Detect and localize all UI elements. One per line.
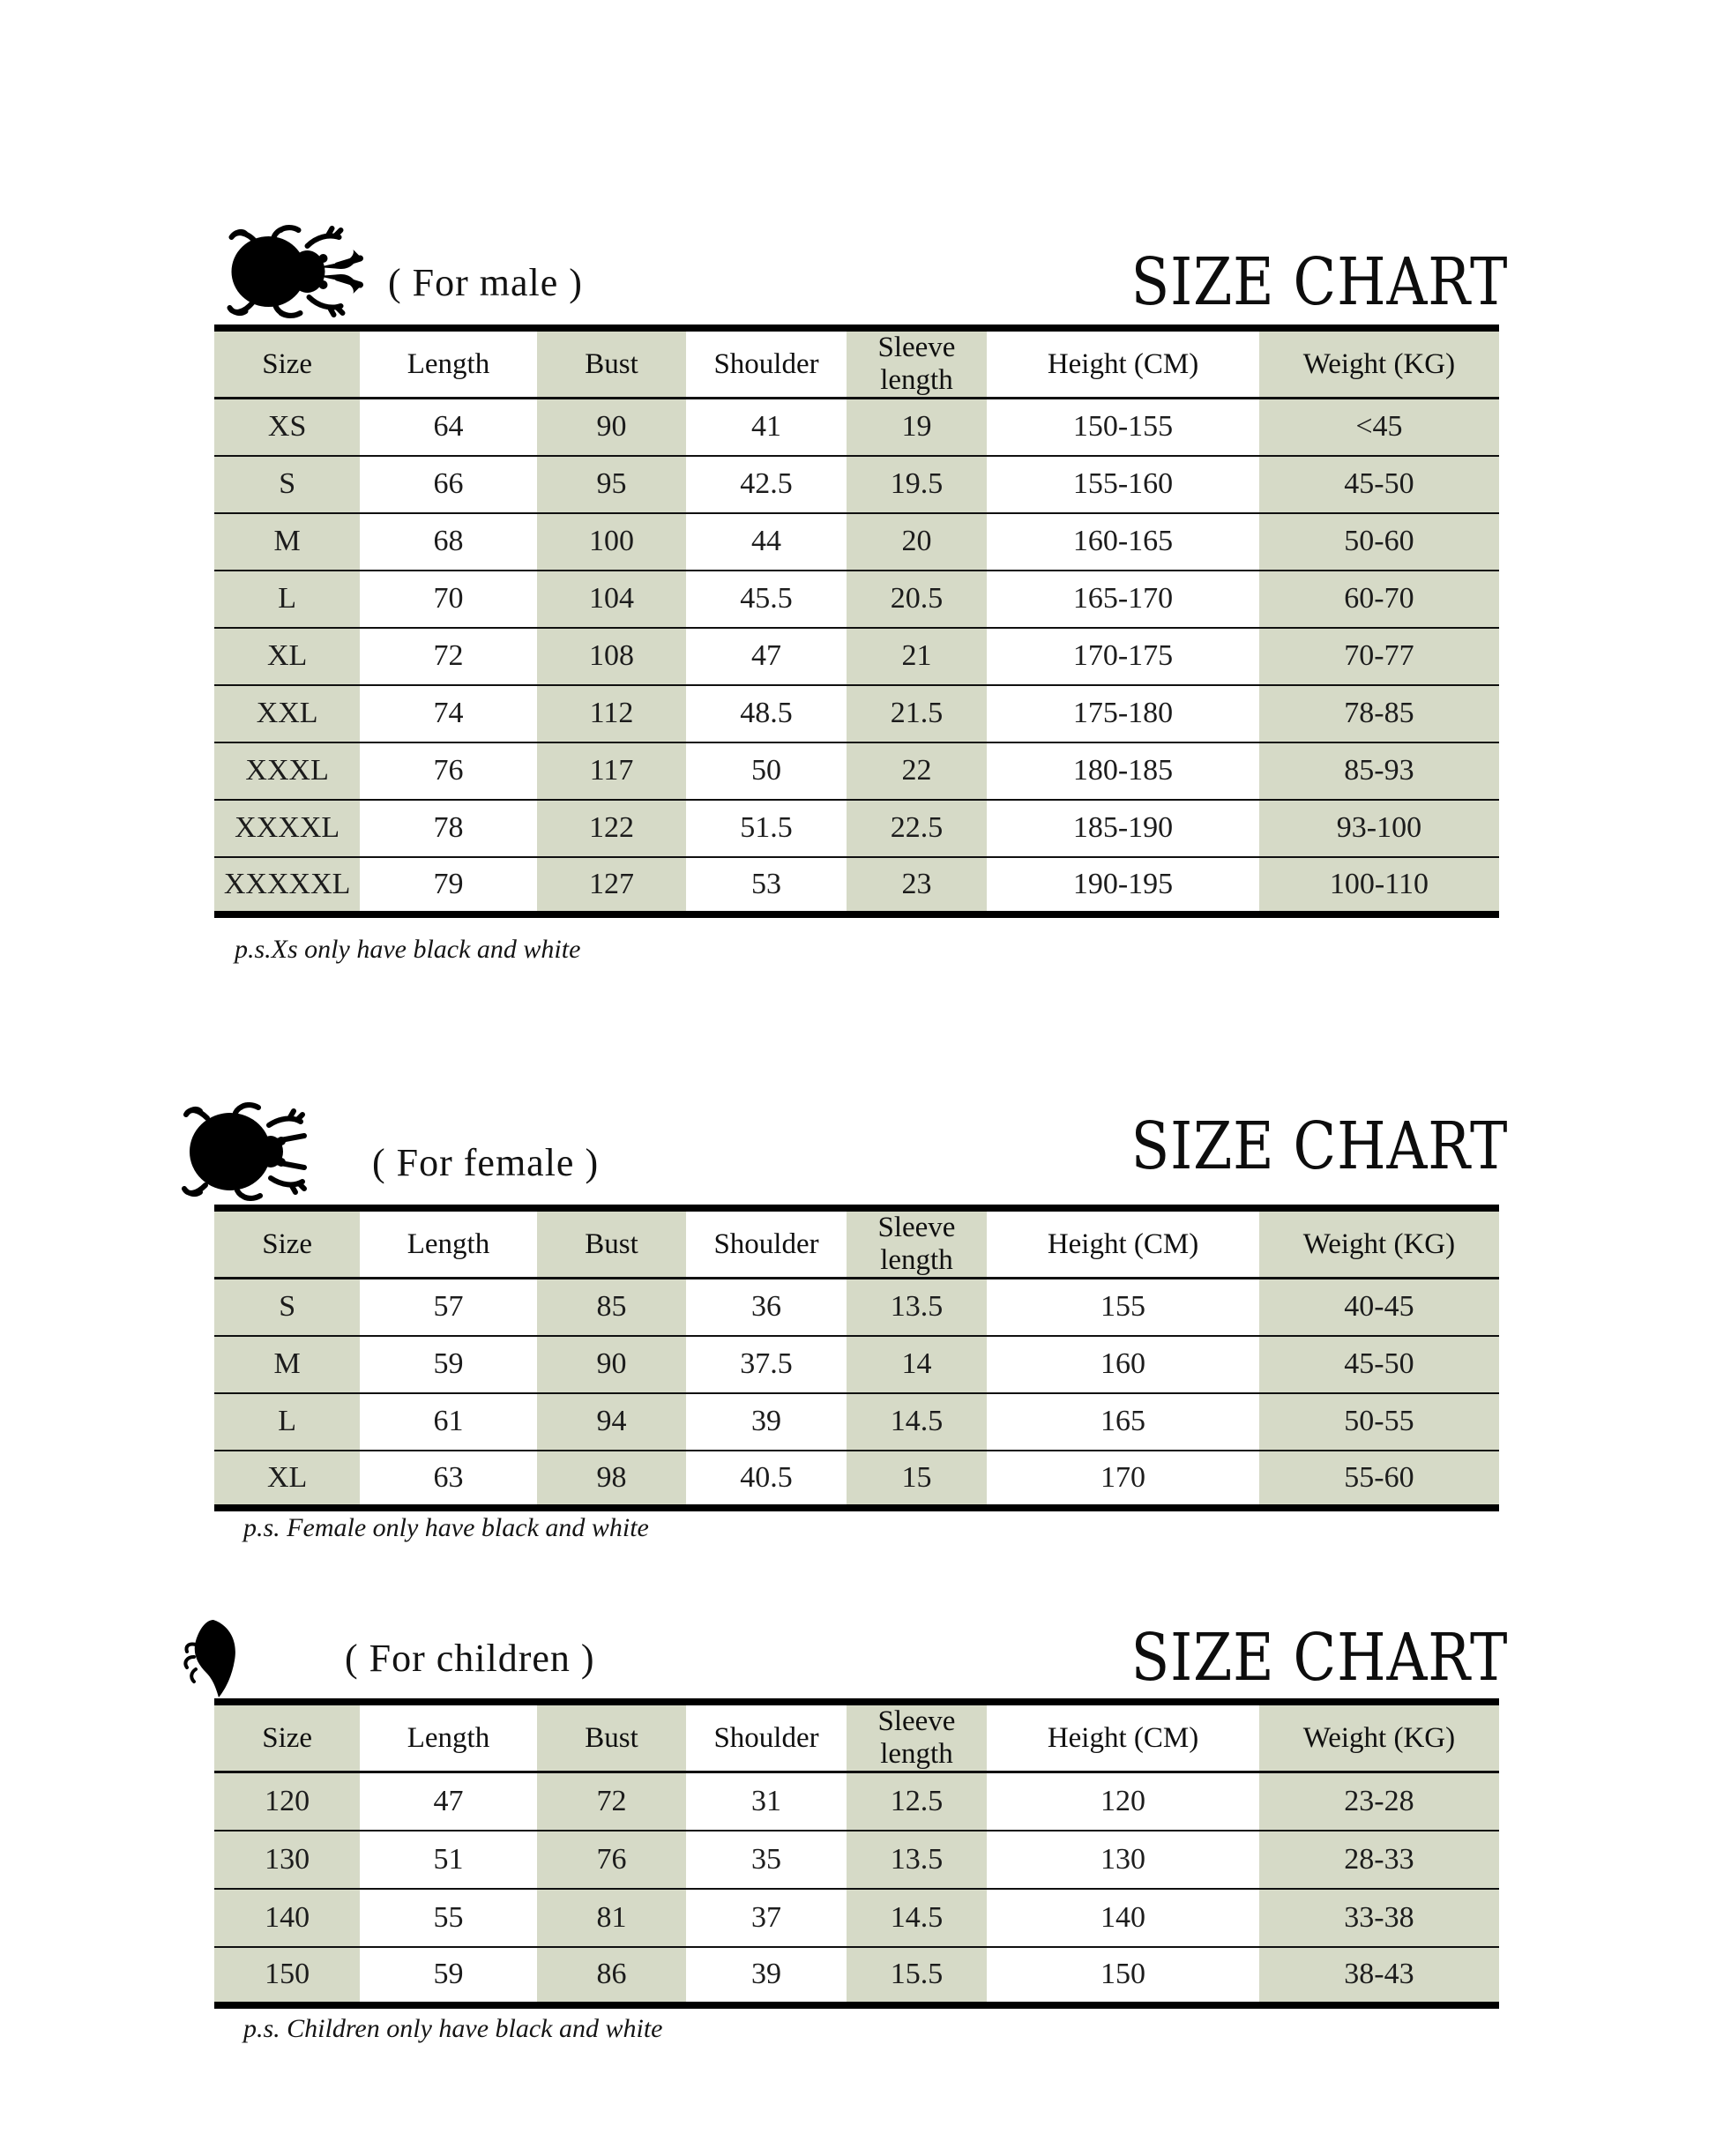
cell: 170-175 <box>1072 639 1174 672</box>
cell: 104 <box>537 571 687 628</box>
size-row <box>214 1393 1499 1451</box>
cell: 20 <box>847 513 987 571</box>
cell: 55 <box>433 1900 464 1934</box>
cell: 160-165 <box>1072 525 1174 557</box>
cell: 98 <box>537 1451 687 1508</box>
cell: 21.5 <box>847 685 987 742</box>
cell: 21 <box>847 628 987 685</box>
cell: 120 <box>214 1772 360 1831</box>
table-body <box>214 1279 1499 1508</box>
cell: 140 <box>214 1889 360 1947</box>
cell: 170 <box>1100 1460 1146 1494</box>
cell: L <box>214 1393 360 1451</box>
size-table-female <box>214 1205 1499 1511</box>
column-header: Height (CM) <box>1047 347 1199 380</box>
table-header <box>214 1208 1499 1279</box>
table-body <box>214 1772 1499 2005</box>
cell: 13.5 <box>847 1279 987 1336</box>
cell: 130 <box>1100 1842 1146 1876</box>
column-header: Weight (KG) <box>1259 328 1499 399</box>
cell: 37.5 <box>740 1347 793 1380</box>
header-row <box>214 1702 1499 1772</box>
cell: 90 <box>537 1336 687 1393</box>
cell: 15.5 <box>847 1947 987 2005</box>
size-table-male <box>214 325 1499 918</box>
cell: 61 <box>433 1405 464 1437</box>
cell: 60-70 <box>1259 571 1499 628</box>
column-header: Bust <box>537 1208 687 1279</box>
cell: 165-170 <box>1072 582 1174 615</box>
cell: 112 <box>537 685 687 742</box>
cell: 47 <box>751 639 782 672</box>
size-row <box>214 800 1499 857</box>
cell: 79 <box>433 867 464 900</box>
cell: 68 <box>433 525 464 557</box>
cell: 36 <box>751 1290 782 1324</box>
column-header: Shoulder <box>713 1227 819 1260</box>
cell: 86 <box>537 1947 687 2005</box>
footnote: p.s.Xs only have black and white <box>235 935 581 964</box>
section-label: ( For male ) <box>388 261 583 304</box>
cell: 37 <box>751 1900 782 1934</box>
cell: 50-55 <box>1259 1393 1499 1451</box>
cell: 72 <box>433 639 464 672</box>
cell: 19.5 <box>847 456 987 513</box>
size-row <box>214 857 1499 914</box>
column-header: Height (CM) <box>1047 1721 1199 1754</box>
size-row <box>214 1889 1499 1947</box>
cell: XL <box>214 1451 360 1508</box>
cell: 175-180 <box>1072 697 1174 729</box>
header-row <box>214 1208 1499 1279</box>
cell: 31 <box>751 1784 782 1817</box>
size-row <box>214 513 1499 571</box>
cell: 74 <box>433 697 464 729</box>
column-header: Shoulder <box>713 347 819 380</box>
column-header: Size <box>214 1702 360 1772</box>
size-row <box>214 1451 1499 1508</box>
cell: 140 <box>1100 1900 1146 1934</box>
cell: M <box>214 513 360 571</box>
column-header: Sleeve length <box>847 328 987 399</box>
cell: 55-60 <box>1259 1451 1499 1508</box>
size-row <box>214 456 1499 513</box>
column-header: Size <box>214 1208 360 1279</box>
cell: 85 <box>537 1279 687 1336</box>
column-header: Length <box>407 1227 490 1260</box>
size-row <box>214 399 1499 456</box>
cell: 59 <box>433 1347 464 1380</box>
size-row <box>214 1947 1499 2005</box>
cell: 23 <box>847 857 987 914</box>
cell: 122 <box>537 800 687 857</box>
cell: 45-50 <box>1259 456 1499 513</box>
cell: XXXL <box>214 742 360 800</box>
column-header: Bust <box>537 1702 687 1772</box>
cell: 45-50 <box>1259 1336 1499 1393</box>
cell: 50 <box>751 754 782 787</box>
cell: XXXXXL <box>214 857 360 914</box>
cell: 100-110 <box>1259 857 1499 914</box>
cell: XL <box>214 628 360 685</box>
cell: 28-33 <box>1259 1831 1499 1889</box>
size-chart-title: SIZE CHART <box>1130 1108 1508 1184</box>
column-header: Weight (KG) <box>1259 1208 1499 1279</box>
cell: 150-155 <box>1072 410 1174 444</box>
section-label: ( For children ) <box>345 1637 595 1680</box>
cell: 47 <box>433 1784 464 1817</box>
cell: 14 <box>847 1336 987 1393</box>
cell: 185-190 <box>1072 811 1174 844</box>
cell: 44 <box>751 525 782 557</box>
size-row <box>214 571 1499 628</box>
size-row <box>214 628 1499 685</box>
section-label: ( For female ) <box>372 1141 600 1184</box>
round-beetle-icon <box>181 1102 309 1201</box>
cell: 108 <box>537 628 687 685</box>
cell: 155-160 <box>1072 467 1174 500</box>
size-row <box>214 1831 1499 1889</box>
cell: 33-38 <box>1259 1889 1499 1947</box>
column-header: Size <box>214 328 360 399</box>
cell: 12.5 <box>847 1772 987 1831</box>
cell: 23-28 <box>1259 1772 1499 1831</box>
cell: 66 <box>433 467 464 500</box>
cell: 13.5 <box>847 1831 987 1889</box>
cell: 130 <box>214 1831 360 1889</box>
size-row <box>214 742 1499 800</box>
cell: 22.5 <box>847 800 987 857</box>
cell: S <box>214 456 360 513</box>
column-header: Sleeve length <box>847 1208 987 1279</box>
cell: 72 <box>537 1772 687 1831</box>
cell: 117 <box>537 742 687 800</box>
cell: 165 <box>1100 1405 1146 1437</box>
table-header <box>214 1702 1499 1772</box>
cell: 14.5 <box>847 1393 987 1451</box>
cell: 95 <box>537 456 687 513</box>
cell: 19 <box>847 399 987 456</box>
cell: 51.5 <box>740 811 793 844</box>
size-chart-title: SIZE CHART <box>1130 1620 1508 1696</box>
table-header <box>214 328 1499 399</box>
cell: 93-100 <box>1259 800 1499 857</box>
cell: 78 <box>433 811 464 844</box>
cell: 78-85 <box>1259 685 1499 742</box>
cell: 160 <box>1100 1347 1146 1380</box>
cell: 14.5 <box>847 1889 987 1947</box>
footnote: p.s. Female only have black and white <box>243 1513 649 1542</box>
cell: 63 <box>433 1460 464 1494</box>
flea-icon <box>183 1618 238 1699</box>
column-header: Weight (KG) <box>1259 1702 1499 1772</box>
cell: 22 <box>847 742 987 800</box>
table-body <box>214 399 1499 914</box>
cell: 70-77 <box>1259 628 1499 685</box>
size-row <box>214 1772 1499 1831</box>
cell: L <box>214 571 360 628</box>
cell: 190-195 <box>1072 867 1174 900</box>
cell: 150 <box>214 1947 360 2005</box>
cell: XS <box>214 399 360 456</box>
cell: 41 <box>751 410 782 444</box>
cell: <45 <box>1259 399 1499 456</box>
cell: 39 <box>751 1958 782 1990</box>
cell: 70 <box>433 582 464 615</box>
column-header: Height (CM) <box>1047 1227 1199 1260</box>
cell: S <box>214 1279 360 1336</box>
cell: 180-185 <box>1072 754 1174 787</box>
cell: XXL <box>214 685 360 742</box>
cell: 127 <box>537 857 687 914</box>
cell: 51 <box>433 1842 464 1876</box>
cell: 57 <box>433 1290 464 1324</box>
cell: 81 <box>537 1889 687 1947</box>
column-header: Length <box>407 1721 490 1754</box>
size-chart-title: SIZE CHART <box>1130 244 1508 320</box>
cell: M <box>214 1336 360 1393</box>
cell: 120 <box>1100 1784 1146 1817</box>
cell: 39 <box>751 1405 782 1437</box>
header-row <box>214 328 1499 399</box>
cell: 42.5 <box>740 467 793 500</box>
cell: 20.5 <box>847 571 987 628</box>
cell: 48.5 <box>740 697 793 729</box>
size-row <box>214 1279 1499 1336</box>
cell: 40.5 <box>740 1460 793 1494</box>
column-header: Bust <box>537 328 687 399</box>
cell: 94 <box>537 1393 687 1451</box>
cell: 59 <box>433 1958 464 1990</box>
cell: 85-93 <box>1259 742 1499 800</box>
cell: 40-45 <box>1259 1279 1499 1336</box>
cell: 155 <box>1100 1290 1146 1324</box>
cell: 150 <box>1100 1958 1146 1990</box>
column-header: Length <box>407 347 490 380</box>
cell: XXXXL <box>214 800 360 857</box>
cell: 38-43 <box>1259 1947 1499 2005</box>
cell: 15 <box>847 1451 987 1508</box>
cell: 76 <box>537 1831 687 1889</box>
cell: 53 <box>751 867 782 900</box>
cell: 100 <box>537 513 687 571</box>
cell: 76 <box>433 754 464 787</box>
size-row <box>214 1336 1499 1393</box>
size-row <box>214 685 1499 742</box>
cell: 35 <box>751 1842 782 1876</box>
cell: 64 <box>433 410 464 444</box>
stag-beetle-icon <box>220 223 366 320</box>
cell: 50-60 <box>1259 513 1499 571</box>
cell: 45.5 <box>740 582 793 615</box>
column-header: Sleeve length <box>847 1702 987 1772</box>
column-header: Shoulder <box>713 1721 819 1754</box>
size-table-children <box>214 1698 1499 2009</box>
cell: 90 <box>537 399 687 456</box>
footnote: p.s. Children only have black and white <box>243 2014 663 2043</box>
